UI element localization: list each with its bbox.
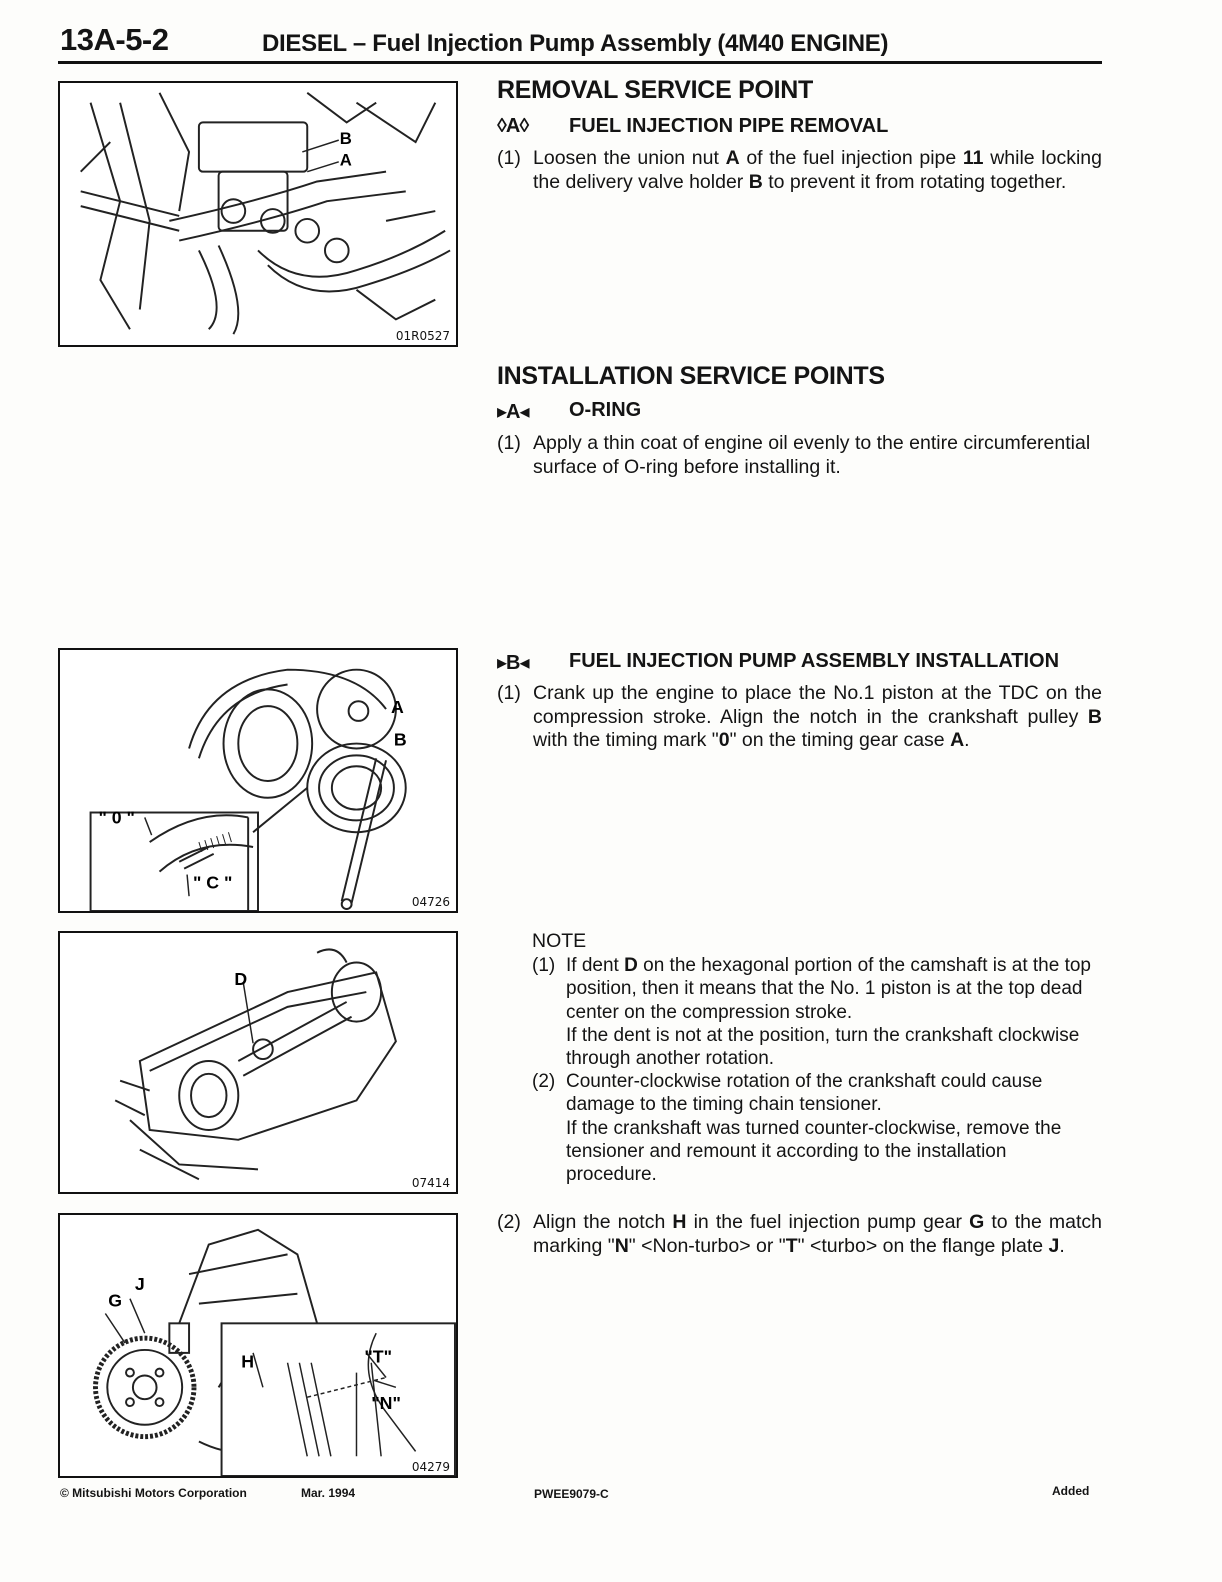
- note-step-1: (1) If dent D on the hexagonal portion of the camshaft is at the top position, then it means that the No. 1 piston is at the top dead center on the compression stroke. If the dent is not at the position, turn the crankshaft clockwise through another rotation.: [532, 955, 1091, 1070]
- figure-crankshaft-pulley: [58, 648, 458, 913]
- footer-code: PWEE9079-C: [534, 1487, 609, 1501]
- label-a: A: [339, 150, 352, 170]
- label-b: B: [393, 729, 407, 750]
- figure-code: 07414: [411, 1176, 450, 1190]
- label-h: H: [241, 1351, 255, 1372]
- label-c: " C ": [192, 872, 233, 893]
- removal-subtitle: FUEL INJECTION PIPE REMOVAL: [569, 115, 889, 137]
- service-symbol-a-install: ▸A◂: [497, 401, 529, 423]
- figure-code: 04279: [411, 1460, 450, 1474]
- removal-heading: REMOVAL SERVICE POINT: [497, 76, 813, 104]
- label-b: B: [339, 129, 352, 149]
- label-n: "N": [371, 1393, 401, 1414]
- removal-step-1: (1) Loosen the union nut A of the fuel injection pipe 11 while locking the delivery valve holder B to prevent it from rotating together.: [497, 147, 1103, 193]
- footer-date: Mar. 1994: [301, 1486, 356, 1500]
- injection-pipe-drawing: [60, 83, 456, 345]
- label-zero: " 0 ": [98, 807, 135, 828]
- oring-step-1: (1) Apply a thin coat of engine oil evenly to the entire circumferential surface of O-ring before installing it.: [497, 432, 1091, 478]
- service-symbol-a: ◊A◊: [497, 115, 529, 137]
- footer-status: Added: [1052, 1484, 1090, 1498]
- pump-step-2: (2) Align the notch H in the fuel injection pump gear G to the match marking "N" <Non-turbo> or "T" <turbo> on the flange plate J.: [497, 1211, 1102, 1257]
- figure-code: 04726: [411, 895, 450, 909]
- label-a: A: [390, 697, 404, 718]
- label-t: "T": [364, 1346, 392, 1367]
- oring-title: O-RING: [569, 399, 642, 421]
- figure-pump-gear: [58, 1213, 458, 1478]
- pump-subheading: [497, 650, 1059, 675]
- figure-injection-pipe: [58, 81, 458, 347]
- label-d: D: [234, 969, 248, 990]
- crankshaft-pulley-drawing: [60, 650, 456, 911]
- note-title: NOTE: [532, 930, 587, 952]
- camshaft-drawing: [60, 933, 456, 1192]
- note-step-2: (2) Counter-clockwise rotation of the crankshaft could cause damage to the timing chain tensioner. If the crankshaft was turned counter-clockwise, remove the tensioner and remount it according to the installation procedure.: [532, 1071, 1062, 1186]
- removal-subheading: [497, 115, 888, 138]
- oring-subheading: [497, 399, 641, 424]
- pump-step-1: (1) Crank up the engine to place the No.1 piston at the TDC on the compression stroke. Align the notch in the crankshaft pulley B with the timing mark "0" on the timing gear case A.: [497, 682, 1102, 751]
- header-rule: [58, 61, 1102, 64]
- figure-code: 01R0527: [395, 329, 450, 343]
- service-symbol-b: ▸B◂: [497, 652, 529, 674]
- figure-camshaft: [58, 931, 458, 1194]
- page-title: DIESEL – Fuel Injection Pump Assembly (4M40 ENGINE): [262, 30, 889, 57]
- installation-heading: INSTALLATION SERVICE POINTS: [497, 362, 885, 390]
- label-g: G: [108, 1290, 123, 1311]
- page-number: 13A-5-2: [60, 22, 169, 57]
- footer-copyright: © Mitsubishi Motors Corporation: [60, 1486, 247, 1500]
- pump-title: FUEL INJECTION PUMP ASSEMBLY INSTALLATION: [569, 650, 1060, 672]
- pump-gear-drawing: [60, 1215, 456, 1476]
- label-j: J: [134, 1273, 145, 1294]
